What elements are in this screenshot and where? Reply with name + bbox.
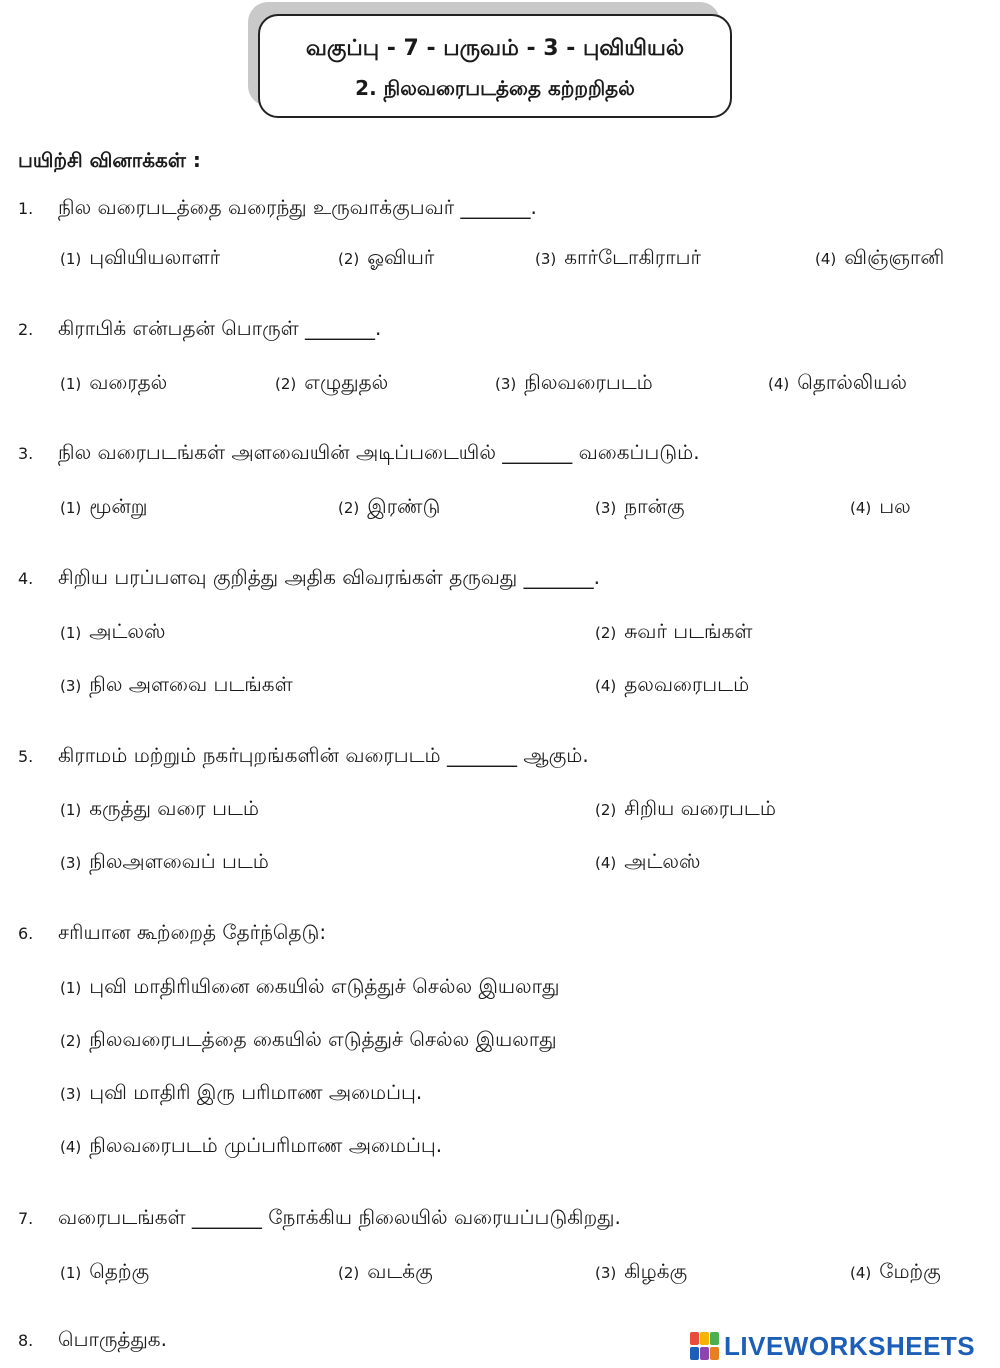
- q4-option-1[interactable]: (1) அட்லஸ்: [60, 619, 166, 643]
- question-text: வரைபடங்கள் _______ நோக்கிய நிலையில் வரையப்படுகிறது.: [58, 1205, 621, 1229]
- q7-option-2[interactable]: (2) வடக்கு: [338, 1259, 433, 1283]
- q7-option-4[interactable]: (4) மேற்கு: [850, 1259, 941, 1283]
- q7-option-3[interactable]: (3) கிழக்கு: [595, 1259, 688, 1283]
- question-number: 7.: [18, 1209, 34, 1228]
- question-number: 2.: [18, 320, 34, 339]
- question-text: கிராமம் மற்றும் நகர்புறங்களின் வரைபடம் _______ ஆகும்.: [58, 743, 589, 767]
- question-text: சிறிய பரப்பளவு குறித்து அதிக விவரங்கள் தருவது _______.: [58, 565, 600, 589]
- question-4: [18, 565, 600, 592]
- question-2: [18, 316, 381, 343]
- question-1: [18, 195, 537, 222]
- question-number: 8.: [18, 1331, 34, 1350]
- q2-option-3[interactable]: (3) நிலவரைபடம்: [495, 370, 653, 394]
- q4-option-3[interactable]: (3) நில அளவை படங்கள்: [60, 672, 293, 696]
- q1-option-2[interactable]: (2) ஓவியர்: [338, 245, 435, 269]
- question-number: 1.: [18, 199, 34, 218]
- q5-option-1[interactable]: (1) கருத்து வரை படம்: [60, 796, 259, 820]
- q3-option-2[interactable]: (2) இரண்டு: [338, 494, 441, 518]
- question-number: 5.: [18, 747, 34, 766]
- q6-option-4[interactable]: (4) நிலவரைபடம் முப்பரிமாண அமைப்பு.: [60, 1133, 443, 1157]
- question-6: [18, 920, 326, 947]
- q7-option-1[interactable]: (1) தெற்கு: [60, 1259, 150, 1283]
- q2-option-2[interactable]: (2) எழுதுதல்: [275, 370, 389, 394]
- question-text: பொருத்துக.: [58, 1327, 167, 1351]
- q3-option-3[interactable]: (3) நான்கு: [595, 494, 685, 518]
- liveworksheets-logo-icon: [690, 1331, 720, 1361]
- question-number: 6.: [18, 924, 34, 943]
- q2-option-4[interactable]: (4) தொல்லியல்: [768, 370, 908, 394]
- q6-option-2[interactable]: (2) நிலவரைபடத்தை கையில் எடுத்துச் செல்ல இயலாது: [60, 1027, 557, 1051]
- question-5: [18, 743, 589, 770]
- liveworksheets-logo-text: LIVEWORKSHEETS: [724, 1330, 976, 1361]
- q5-option-3[interactable]: (3) நிலஅளவைப் படம்: [60, 849, 269, 873]
- question-text: நில வரைபடத்தை வரைந்து உருவாக்குபவர் _______.: [58, 195, 537, 219]
- q6-option-1[interactable]: (1) புவி மாதிரியினை கையில் எடுத்துச் செல்ல இயலாது: [60, 974, 560, 998]
- q5-option-4[interactable]: (4) அட்லஸ்: [595, 849, 701, 873]
- q5-option-2[interactable]: (2) சிறிய வரைபடம்: [595, 796, 776, 820]
- question-number: 3.: [18, 444, 34, 463]
- q4-option-4[interactable]: (4) தலவரைபடம்: [595, 672, 750, 696]
- liveworksheets-logo[interactable]: [690, 1328, 975, 1364]
- question-text: நில வரைபடங்கள் அளவையின் அடிப்படையில் _______ வகைப்படும்.: [58, 440, 700, 464]
- section-title: பயிற்சி வினாக்கள் :: [18, 148, 201, 172]
- lesson-title: 2. நிலவரைபடத்தை கற்றறிதல்: [355, 76, 635, 100]
- question-3: [18, 440, 700, 467]
- q1-option-4[interactable]: (4) விஞ்ஞானி: [815, 245, 945, 269]
- title-box: [258, 14, 732, 118]
- question-text: கிராபிக் என்பதன் பொருள் _______.: [58, 316, 382, 340]
- q1-option-3[interactable]: (3) கார்டோகிராபர்: [535, 245, 702, 269]
- question-text: சரியான கூற்றைத் தேர்ந்தெடு:: [58, 920, 327, 944]
- q6-option-3[interactable]: (3) புவி மாதிரி இரு பரிமாண அமைப்பு.: [60, 1080, 423, 1104]
- question-7: [18, 1205, 621, 1232]
- question-number: 4.: [18, 569, 34, 588]
- q3-option-1[interactable]: (1) மூன்று: [60, 494, 148, 518]
- q2-option-1[interactable]: (1) வரைதல்: [60, 370, 168, 394]
- q3-option-4[interactable]: (4) பல: [850, 494, 911, 518]
- q4-option-2[interactable]: (2) சுவர் படங்கள்: [595, 619, 753, 643]
- q1-option-1[interactable]: (1) புவியியலாளர்: [60, 245, 221, 269]
- class-subject-title: வகுப்பு - 7 - பருவம் - 3 - புவியியல்: [305, 36, 685, 61]
- question-8: [18, 1327, 167, 1354]
